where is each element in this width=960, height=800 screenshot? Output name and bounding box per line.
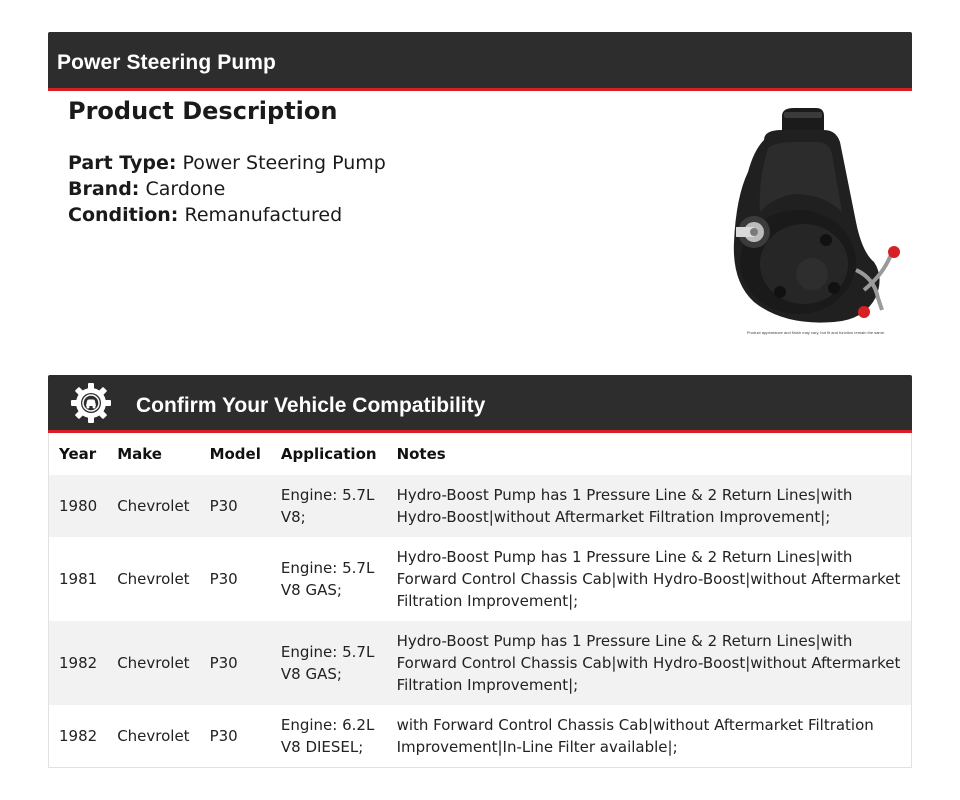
- product-title-banner: [48, 32, 912, 91]
- image-caption: Product appearance and finish may vary, but fit and function remain the same.: [746, 330, 886, 335]
- column-header-application: Application: [280, 445, 377, 463]
- spec-label: Brand:: [68, 178, 140, 200]
- cell-year: 1982: [59, 654, 98, 672]
- gear-car-icon: [70, 382, 112, 424]
- cell-application: Engine: 5.7L V8 GAS;: [280, 643, 375, 683]
- table-row: [49, 621, 911, 705]
- spec-value: Remanufactured: [184, 204, 343, 226]
- cell-model: P30: [209, 497, 238, 515]
- cell-year: 1982: [59, 727, 98, 745]
- cell-model: P30: [209, 570, 238, 588]
- spec-part-type: [68, 150, 386, 176]
- column-header-model: Model: [209, 445, 261, 463]
- table-header-row: [49, 433, 911, 475]
- column-header-year: Year: [59, 445, 97, 463]
- cell-year: 1981: [59, 570, 98, 588]
- column-header-notes: Notes: [396, 445, 446, 463]
- cell-model: P30: [209, 727, 238, 745]
- spec-brand: [68, 176, 225, 202]
- cell-notes: Hydro-Boost Pump has 1 Pressure Line & 2 Return Lines|with Hydro-Boost|without Aftermarket Filtration Improvement|;: [396, 486, 853, 526]
- table-row: [49, 537, 911, 621]
- cell-application: Engine: 5.7L V8;: [280, 486, 375, 526]
- table-row: [49, 705, 911, 767]
- product-image: [724, 102, 908, 340]
- spec-value: Power Steering Pump: [182, 152, 386, 174]
- spec-condition: [68, 202, 342, 228]
- cell-make: Chevrolet: [117, 497, 190, 515]
- compatibility-table: [48, 433, 912, 768]
- cell-model: P30: [209, 654, 238, 672]
- cell-make: Chevrolet: [117, 727, 190, 745]
- spec-label: Condition:: [68, 204, 179, 226]
- cell-notes: with Forward Control Chassis Cab|without Aftermarket Filtration Improvement|In-Line Filter available|;: [396, 716, 874, 756]
- cell-make: Chevrolet: [117, 570, 190, 588]
- spec-label: Part Type:: [68, 152, 177, 174]
- cell-make: Chevrolet: [117, 654, 190, 672]
- cell-year: 1980: [59, 497, 98, 515]
- compatibility-banner: [48, 375, 912, 433]
- compatibility-title: Confirm Your Vehicle Compatibility: [136, 394, 486, 417]
- spec-value: Cardone: [145, 178, 226, 200]
- cell-notes: Hydro-Boost Pump has 1 Pressure Line & 2 Return Lines|with Forward Control Chassis Cab|with Hydro-Boost|without Aftermarket Filtration Improvement|;: [396, 632, 901, 694]
- cell-application: Engine: 5.7L V8 GAS;: [280, 559, 375, 599]
- description-heading: Product Description: [68, 97, 338, 125]
- cell-notes: Hydro-Boost Pump has 1 Pressure Line & 2 Return Lines|with Forward Control Chassis Cab|with Hydro-Boost|without Aftermarket Filtration Improvement|;: [396, 548, 901, 610]
- column-header-make: Make: [117, 445, 162, 463]
- cell-application: Engine: 6.2L V8 DIESEL;: [280, 716, 375, 756]
- table-row: [49, 475, 911, 537]
- product-title: Power Steering Pump: [57, 51, 276, 74]
